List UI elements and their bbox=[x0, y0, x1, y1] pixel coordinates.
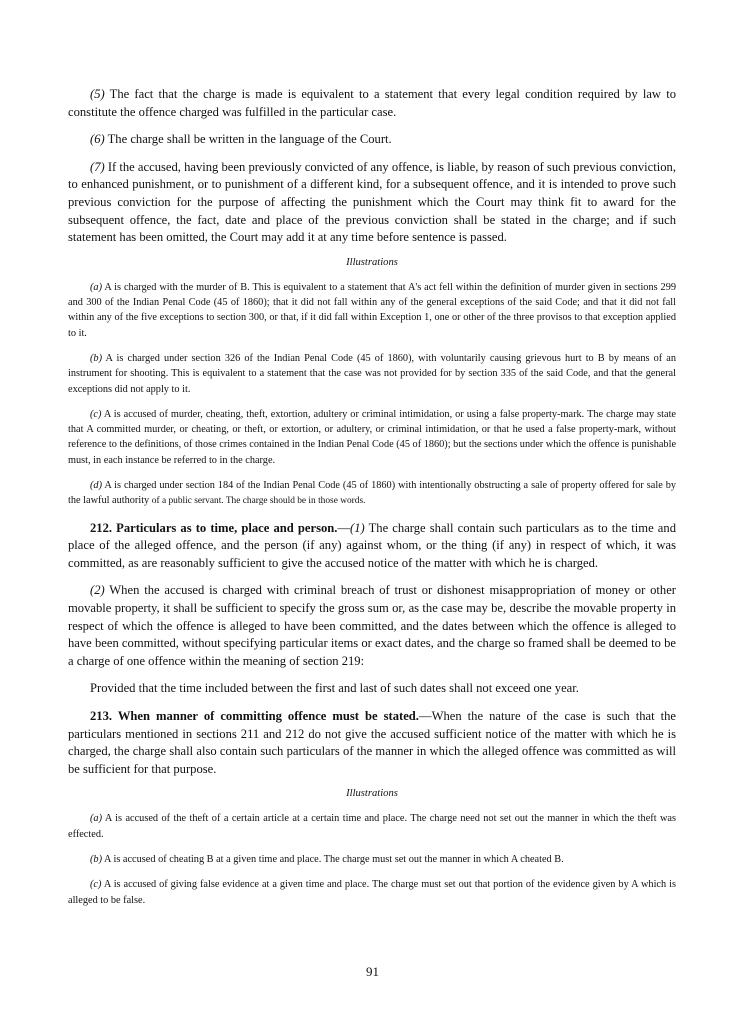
clause-text: The fact that the charge is made is equivalent to a statement that every legal condition required by law to constitute the offence charged was fulfilled in the particular case. bbox=[68, 87, 676, 119]
illustration-a bbox=[68, 811, 676, 842]
section-212-sub-2 bbox=[68, 582, 676, 670]
clause-number: (7) bbox=[90, 159, 105, 174]
clause-text: If the accused, having been previously convicted of any offence, is liable, by reason of such previous conviction, to enhanced punishment, or to punishment of a different kind, for a subsequent offence, and it is intended to prove such previous conviction for the purpose of affecting the punishment which the Court may think fit to award for the subsequent offence, the fact, date and place of the previous conviction shall be stated in the charge; and if such statement has been omitted, the Court may add it at any time before sentence is passed. bbox=[68, 159, 676, 245]
illustration-b bbox=[68, 852, 676, 867]
illustration-d bbox=[68, 478, 676, 510]
illustration-text-tail: of a public servant. The charge should be in those words. bbox=[151, 496, 366, 507]
illustration-text: A is charged with the murder of B. This is equivalent to a statement that A's act fell within the definition of murder given in sections 299 and 300 of the Indian Penal Code (45 of 1860); that it did not fall within any of the general exceptions of the said Code; and that it did not fall within any of the five exceptions to section 300, or that, if it did fall within Exception 1, one or other of the three provisos to that exception applied to it. bbox=[68, 281, 676, 339]
em-dash: — bbox=[337, 520, 351, 535]
sub-clause-6 bbox=[68, 131, 676, 149]
illustration-text: A is accused of cheating B at a given time and place. The charge must set out the manner in which A cheated B. bbox=[102, 853, 564, 865]
clause-number: (5) bbox=[90, 87, 105, 101]
illustration-text: A is charged under section 326 of the Indian Penal Code (45 of 1860), with voluntarily causing grievous hurt to B by means of an instrument for shooting. This is equivalent to a statement that the case was not provided for by section 335 of the said Code, and that the general exceptions did not apply to it. bbox=[68, 352, 676, 395]
section-212-proviso: Provided that the time included between the first and last of such dates shall not exceed one year. bbox=[90, 681, 579, 696]
illustration-letter: (a) bbox=[90, 281, 103, 293]
illustration-letter: (b) bbox=[90, 853, 103, 865]
illustration-letter: (a) bbox=[90, 813, 103, 825]
illustration-text: A is charged under section 184 of the Indian Penal Code (45 of 1860) with intentionally obstructing a sale of property offered for sale by the lawful authority bbox=[68, 480, 676, 507]
illustration-a bbox=[68, 280, 676, 341]
illustration-text: A is accused of giving false evidence at a given time and place. The charge must set out that portion of the evidence given by A which is alleged to be false. bbox=[68, 879, 676, 906]
clause-number: (2) bbox=[90, 583, 105, 598]
section-212 bbox=[68, 520, 676, 573]
clause-text: The charge shall be written in the language of the Court. bbox=[104, 132, 392, 147]
illustration-b bbox=[68, 351, 676, 397]
illustrations-heading: Illustrations bbox=[346, 256, 398, 268]
document-page bbox=[68, 86, 676, 918]
sub-clause-7 bbox=[68, 159, 676, 247]
illustration-text: A is accused of murder, cheating, theft, extortion, adultery or criminal intimidation, or using a false property-mark. The charge may state that A committed murder, or cheating, or theft, or extortion, or adultery, or criminal intimidation, or that he used a false property-mark, without reference to the definitions, of those crimes contained in the Indian Penal Code (45 of 1860); but the sections under which the offence is punishable must, in each instance be referred to in the charge. bbox=[68, 408, 677, 466]
section-title: 212. Particulars as to time, place and person. bbox=[90, 520, 338, 535]
clause-number: (6) bbox=[90, 132, 105, 147]
em-dash: — bbox=[418, 708, 432, 723]
illustration-letter: (c) bbox=[90, 879, 102, 891]
section-213 bbox=[68, 708, 676, 778]
clause-number: (1) bbox=[350, 520, 365, 535]
clause-text: When the nature of the case is such that the particulars mentioned in sections 211 and 212 do not give the accused sufficient notice of the matter with which he is charged, the charge shall also contain such particulars of the manner in which the alleged offence was committed as will be sufficient for that purpose. bbox=[68, 708, 677, 776]
clause-text: When the accused is charged with criminal breach of trust or dishonest misappropriation of money or other movable property, it shall be sufficient to specify the gross sum or, as the case may be, describe the movable property in respect of which the offence is alleged to have been committed, and the dates between which the offence is alleged to have been committed, without specifying particular items or exact dates, and the charge so framed shall be deemed to be a charge of one offence within the meaning of section 219: bbox=[68, 583, 676, 668]
clause-text: The charge shall contain such particulars as to the time and place of the alleged offence, and the person (if any) against whom, or the thing (if any) in respect of which, it was committed, as are reasonably sufficient to give the accused notice of the matter with which he is charged. bbox=[68, 520, 676, 570]
illustration-c bbox=[68, 407, 676, 468]
illustration-text: A is accused of the theft of a certain article at a certain time and place. The charge need not set out the manner in which the theft was effected. bbox=[68, 813, 676, 840]
illustration-letter: (c) bbox=[90, 408, 102, 420]
section-title: 213. When manner of committing offence must be stated. bbox=[90, 708, 419, 723]
illustration-letter: (b) bbox=[90, 352, 103, 364]
sub-clause-5 bbox=[68, 86, 676, 121]
page-number: 91 bbox=[366, 964, 379, 979]
illustrations-heading: Illustrations bbox=[346, 788, 398, 800]
illustration-c bbox=[68, 877, 676, 908]
illustration-letter: (d) bbox=[90, 480, 103, 492]
